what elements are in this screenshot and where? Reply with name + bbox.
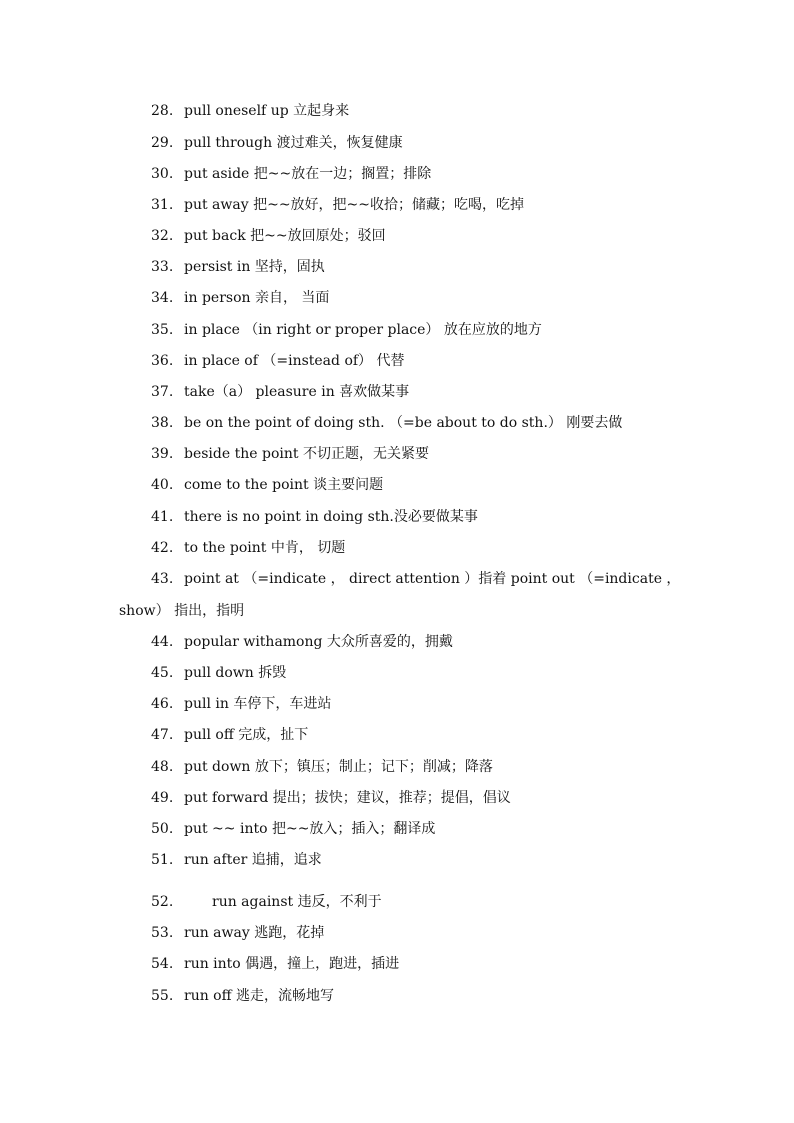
item-continuation: show） 指出，指明 (119, 603, 245, 619)
item-text: to the point 中肯， 切题 (184, 540, 346, 556)
item-text: popular withamong 大众所喜爱的，拥戴 (184, 634, 453, 650)
item-text: take（a） pleasure in 喜欢做某事 (184, 384, 410, 400)
item-number: 30. (151, 166, 174, 182)
item-text: put back 把~~放回原处；驳回 (184, 228, 386, 244)
item-number: 37. (151, 384, 174, 400)
item-text: run after 追捕，追求 (184, 852, 322, 868)
item-text: put away 把~~放好，把~~收拾；储藏；吃喝，吃掉 (184, 197, 525, 213)
item-number: 48. (151, 759, 174, 775)
item-number: 55. (151, 988, 174, 1004)
item-text: put forward 提出；拔快；建议，推荐；提倡，倡议 (184, 790, 511, 806)
item-number: 33. (151, 259, 174, 275)
item-text: run away 逃跑，花掉 (184, 925, 325, 941)
item-number: 42. (151, 540, 174, 556)
item-number: 45. (151, 665, 174, 681)
item-number: 53. (151, 925, 174, 941)
item-number: 41. (151, 509, 174, 525)
item-text: in person 亲自， 当面 (184, 290, 330, 306)
item-text: put aside 把~~放在一边；搁置；排除 (184, 166, 432, 182)
item-text: run off 逃走，流畅地写 (184, 988, 335, 1004)
item-number: 28. (151, 103, 174, 119)
item-text: pull through 渡过难关，恢复健康 (184, 135, 403, 151)
item-text: put down 放下；镇压；制止；记下；削减；降落 (184, 759, 493, 775)
item-number: 43. (151, 571, 174, 587)
item-text: pull off 完成，扯下 (184, 727, 309, 743)
item-text: pull oneself up 立起身来 (184, 103, 350, 119)
item-text: persist in 坚持，固执 (184, 259, 325, 275)
item-text: there is no point in doing sth.没必要做某事 (184, 509, 478, 525)
item-number: 52. (151, 894, 174, 910)
item-number: 39. (151, 446, 174, 462)
item-text: come to the point 谈主要问题 (184, 477, 384, 493)
item-number: 49. (151, 790, 174, 806)
item-number: 47. (151, 727, 174, 743)
item-text: in place （in right or proper place） 放在应放的地方 (184, 322, 542, 338)
item-number: 46. (151, 696, 174, 712)
item-text: in place of （=instead of） 代替 (184, 353, 405, 369)
item-number: 51. (151, 852, 174, 868)
item-number: 44. (151, 634, 174, 650)
item-text: pull down 拆毁 (184, 665, 287, 681)
item-number: 36. (151, 353, 174, 369)
item-text: be on the point of doing sth. （=be about to do sth.） 刚要去做 (184, 415, 623, 431)
item-text: put ~~ into 把~~放入；插入；翻译成 (184, 821, 436, 837)
item-number: 34. (151, 290, 174, 306)
item-number: 54. (151, 956, 174, 972)
item-number: 29. (151, 135, 174, 151)
item-text: run into 偶遇，撞上，跑进，插进 (184, 956, 400, 972)
item-text: run against 违反，不利于 (212, 894, 382, 910)
item-text: point at （=indicate ， direct attention ）指着 point out （=indicate ， (184, 571, 681, 587)
item-text: pull in 车停下，车进站 (184, 696, 332, 712)
item-number: 40. (151, 477, 174, 493)
item-number: 38. (151, 415, 174, 431)
item-number: 32. (151, 228, 174, 244)
item-number: 50. (151, 821, 174, 837)
item-text: beside the point 不切正题，无关紧要 (184, 446, 429, 462)
item-number: 31. (151, 197, 174, 213)
item-number: 35. (151, 322, 174, 338)
